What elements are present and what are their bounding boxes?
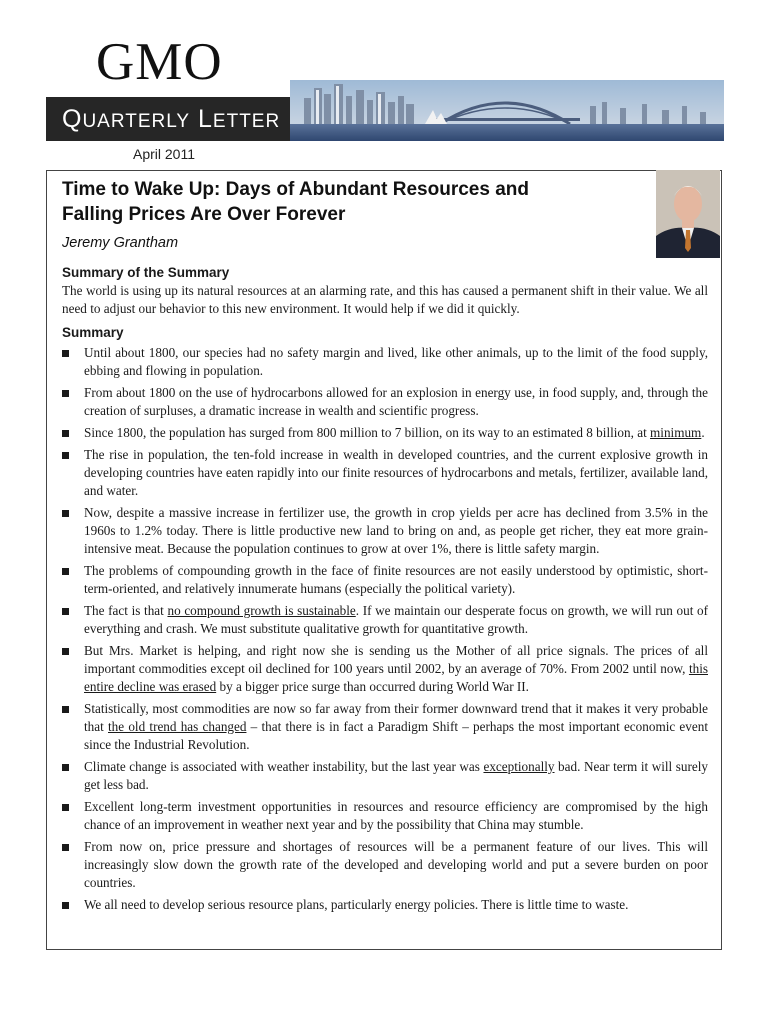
list-item: The problems of compounding growth in the face of finite resources are not easily understood by optimistic, short-term-oriented, and relatively innumerate humans (especially the political variety).	[62, 562, 708, 598]
list-item: Climate change is associated with weather instability, but the last year was exceptionally bad. Near term it will surely get less bad.	[62, 758, 708, 794]
issue-date: April 2011	[133, 146, 196, 162]
list-item: The rise in population, the ten-fold increase in wealth in developed countries, and the current explosive growth in developing countries have eaten rapidly into our finite resources of hydrocarbons and metals, fertilizer, available land, and water.	[62, 446, 708, 500]
underlined-text: no compound growth is sustainable	[167, 603, 356, 618]
square-bullet-icon	[62, 706, 69, 713]
underlined-text: the old trend has changed	[108, 719, 247, 734]
underlined-text: exceptionally	[483, 759, 555, 774]
list-item: Now, despite a massive increase in fertilizer use, the growth in crop yields per acre has declined from 3.5% in the 1960s to 1.2% today. There is little productive new land to bring on and, as people get richer, they eat more grain-intensive meat. Because the population continues to grow at over 1%, there is little safety margin.	[62, 504, 708, 558]
summary-of-summary-text: The world is using up its natural resources at an alarming rate, and this has caused a permanent shift in their value. We all need to adjust our behavior to this new environment. It would help if we did it quickly.	[62, 283, 708, 316]
square-bullet-icon	[62, 510, 69, 517]
square-bullet-icon	[62, 350, 69, 357]
author-photo	[656, 170, 720, 258]
square-bullet-icon	[62, 568, 69, 575]
square-bullet-icon	[62, 764, 69, 771]
list-item: Excellent long-term investment opportunities in resources and resource efficiency are compromised by the high chance of an improvement in weather next year and by the possibility that China may stumble.	[62, 798, 708, 834]
list-item: From now on, price pressure and shortages of resources will be a permanent feature of our lives. This will increasingly slow down the growth rate of the developed and developing world and put a severe burden on poor countries.	[62, 838, 708, 892]
underlined-text: minimum	[650, 425, 702, 440]
city-skyline-image	[290, 80, 724, 141]
square-bullet-icon	[62, 648, 69, 655]
article-title: Time to Wake Up: Days of Abundant Resources and Falling Prices Are Over Forever	[62, 179, 529, 225]
summary-list	[62, 344, 708, 918]
quarterly-letter-title: QUARTERLY LETTER	[62, 105, 281, 133]
author-name: Jeremy Grantham	[62, 235, 179, 251]
square-bullet-icon	[62, 430, 69, 437]
square-bullet-icon	[62, 390, 69, 397]
list-item: Until about 1800, our species had no safety margin and lived, like other animals, up to the limit of the food supply, ebbing and flowing in population.	[62, 344, 708, 380]
list-item: Since 1800, the population has surged from 800 million to 7 billion, on its way to an estimated 8 billion, at minimum.	[62, 424, 708, 442]
square-bullet-icon	[62, 608, 69, 615]
summary-of-summary-heading: Summary of the Summary	[62, 265, 230, 280]
square-bullet-icon	[62, 804, 69, 811]
list-item: The fact is that no compound growth is sustainable. If we maintain our desperate focus on growth, we will run out of everything and crash. We must substitute qualitative growth for quantitative growth.	[62, 602, 708, 638]
gmo-logo: GMO	[96, 33, 223, 91]
square-bullet-icon	[62, 452, 69, 459]
summary-heading: Summary	[62, 325, 124, 340]
list-item: From about 1800 on the use of hydrocarbons allowed for an explosion in energy use, in food supply, and, through the creation of surpluses, a dramatic increase in wealth and scientific progress.	[62, 384, 708, 420]
underlined-text: this entire decline was erased	[84, 661, 708, 694]
square-bullet-icon	[62, 902, 69, 909]
list-item: Statistically, most commodities are now so far away from their former downward trend that it makes it very probable that the old trend has changed – that there is in fact a Paradigm Shift – perhaps the most important economic event since the Industrial Revolution.	[62, 700, 708, 754]
list-item: But Mrs. Market is helping, and right now she is sending us the Mother of all price signals. The prices of all important commodities except oil declined for 100 years until 2002, by an average of 70%. From 2002 until now, this entire decline was erased by a bigger price surge than occurred during World War II.	[62, 642, 708, 696]
list-item: We all need to develop serious resource plans, particularly energy policies. There is little time to waste.	[62, 896, 708, 914]
square-bullet-icon	[62, 844, 69, 851]
